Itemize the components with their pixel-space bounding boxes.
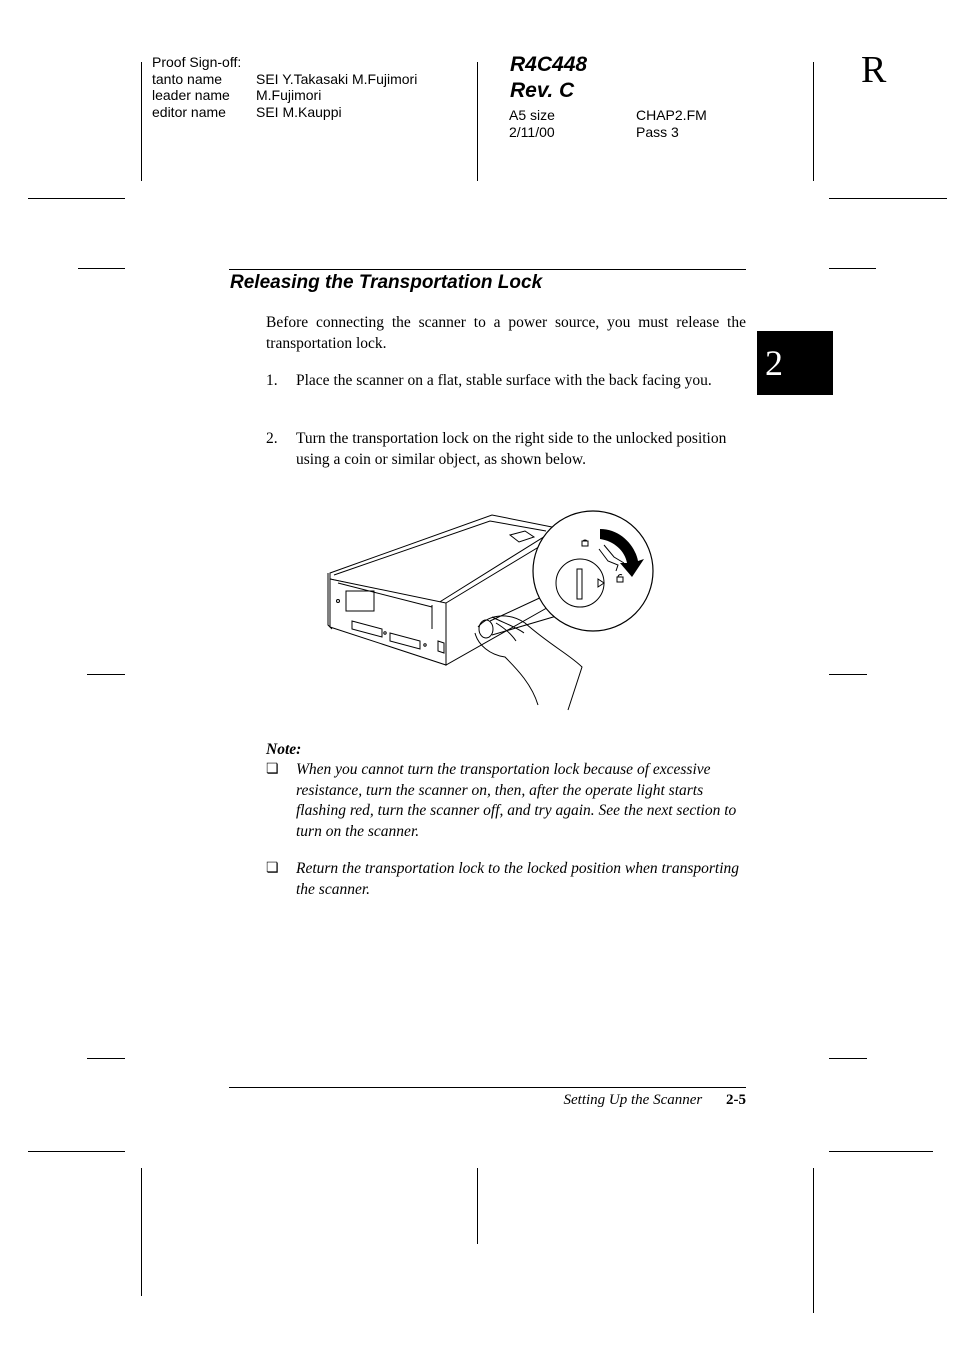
revision-date: 2/11/00	[509, 123, 555, 140]
page-size: A5 size	[509, 107, 555, 123]
checkbox-bullet-icon: ❏	[266, 861, 279, 876]
proof-signoff	[152, 54, 417, 120]
section-title: Releasing the Transportation Lock	[230, 272, 543, 293]
tanto-label: tanto name	[152, 70, 223, 87]
step-text: Turn the transportation lock on the right side to the unlocked position using a coin or similar object, as shown below.	[296, 430, 727, 468]
tanto-value: SEI Y.Takasaki M.Fujimori	[256, 70, 418, 87]
note-item-text: When you cannot turn the transportation lock because of excessive resistance, turn the scanner on, then, after the operate light starts flashing red, turn the scanner off, and try again. See the next section to turn on the scanner.	[296, 761, 737, 840]
doc-meta	[509, 107, 707, 140]
footer-chapter-title: Setting Up the Scanner	[563, 1092, 703, 1108]
step-number: 1.	[266, 372, 278, 389]
leader-value: M.Fujimori	[256, 87, 322, 103]
revision: Rev. C	[510, 79, 575, 102]
doc-id-block	[510, 52, 587, 104]
chapter-number: 2	[765, 343, 783, 383]
editor-label: editor name	[152, 103, 226, 120]
step-number: 2.	[266, 430, 278, 447]
footer-rule	[229, 1087, 746, 1088]
note-item-text: Return the transportation lock to the locked position when transporting the scanner.	[296, 860, 740, 898]
step-text: Place the scanner on a flat, stable surface with the back facing you.	[296, 372, 712, 389]
note-item-2	[266, 859, 746, 900]
corner-mark: R	[861, 49, 887, 91]
note-label: Note:	[266, 741, 302, 758]
pass-number: Pass 3	[636, 123, 679, 140]
leader-label: leader name	[152, 87, 230, 103]
step-2	[266, 429, 746, 470]
footer	[229, 1090, 746, 1110]
page-number: 2-5	[726, 1092, 746, 1108]
step-1	[266, 371, 746, 392]
scanner-lock-illustration	[320, 505, 660, 715]
section-rule	[229, 269, 746, 270]
file-name: CHAP2.FM	[636, 107, 707, 123]
chapter-tab	[757, 331, 833, 395]
intro-paragraph: Before connecting the scanner to a power source, you must release the transportation lock.	[266, 314, 746, 352]
note-item-1	[266, 760, 746, 842]
checkbox-bullet-icon: ❏	[266, 762, 279, 777]
doc-id: R4C448	[510, 53, 588, 76]
editor-value: SEI M.Kauppi	[256, 103, 342, 120]
proof-label: Proof Sign-off:	[152, 54, 242, 70]
